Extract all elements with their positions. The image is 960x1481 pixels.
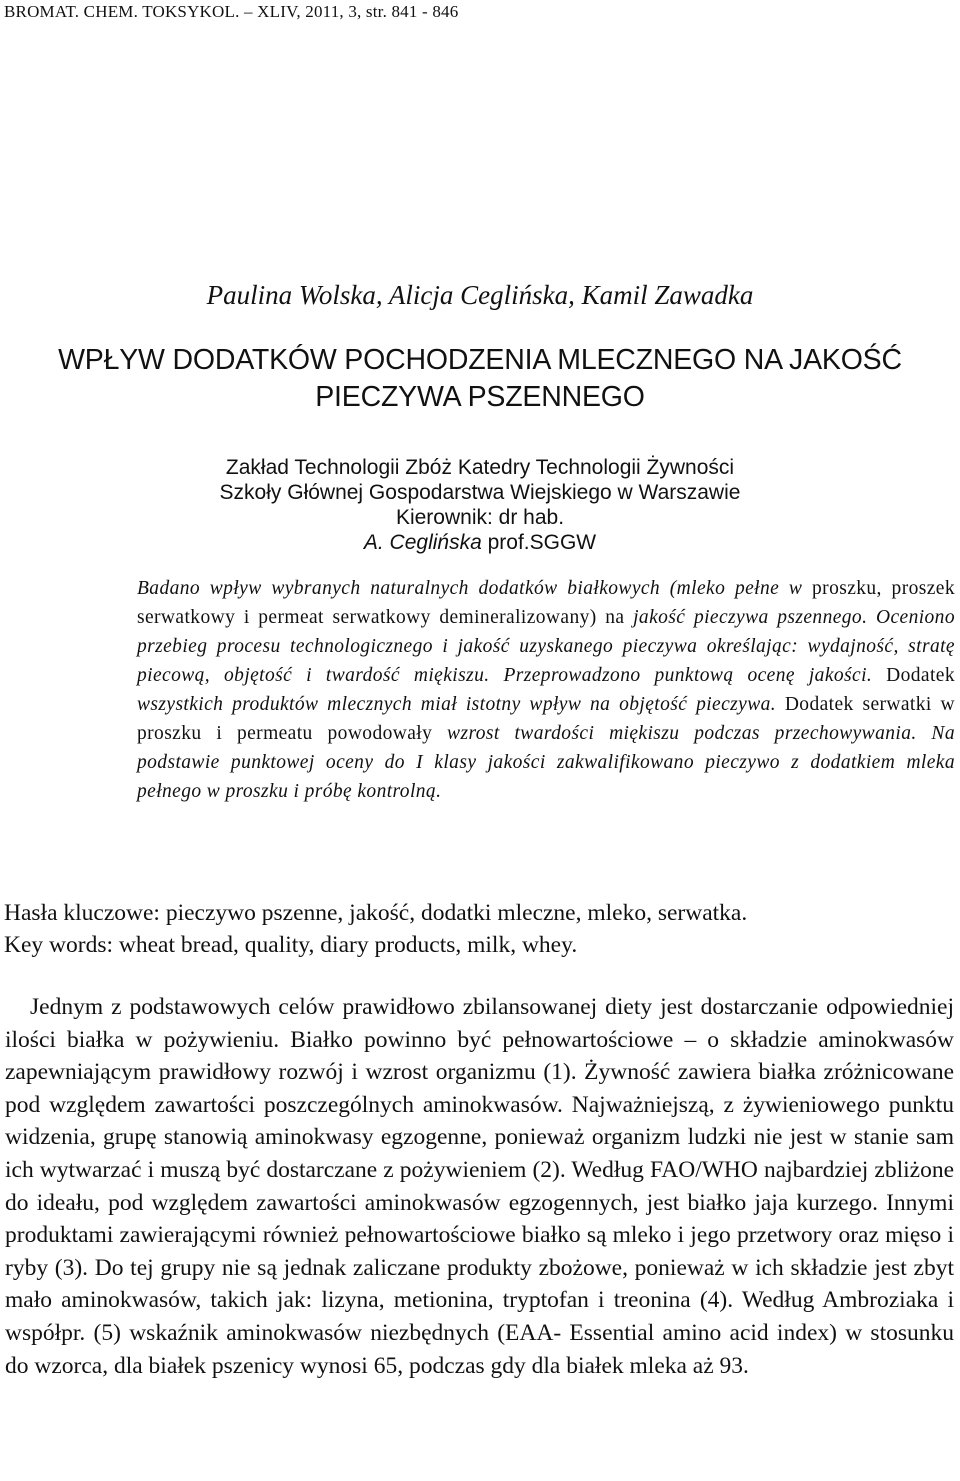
abstract-segment-1: Badano wpływ wybranych naturalnych dodatków białkowych (mleko pełne w [137,578,803,599]
abstract-segment-7: wzrost twardości miękiszu podczas przechowywania. Na podstawie punktowej oceny do I klasy jakości zakwalifikowano pieczywo z dodatkiem mleka pełnego w proszku i próbę kontrolną. [137,723,955,802]
abstract [137,574,955,806]
affiliation-line-1: Zakład Technologii Zbóż Katedry Technologii Żywności [225,456,735,479]
affiliation-line-2: Szkoły Głównej Gospodarstwa Wiejskiego w Warszawie [219,481,741,504]
keywords-polish: Hasła kluczowe: pieczywo pszenne, jakość, dodatki mleczne, mleko, serwatka. [4,900,748,926]
abstract-segment-6: Dodatek serwatki w proszku i permeatu powodowały [137,694,955,744]
abstract-segment-4: Dodatek [872,665,956,686]
keywords-english: Key words: wheat bread, quality, diary products, milk, whey. [4,932,578,958]
affiliation [0,455,960,555]
abstract-segment-3: jakość pieczywa pszennego. Oceniono przebieg procesu technologicznego i jakość uzyskanego pieczywa określając: wydajność, stratę piecową, objętość i twardość miękiszu. Przeprowadzono punktową ocenę jakości. [137,607,955,686]
supervisor-suffix: prof.SGGW [481,531,597,554]
supervisor-prefix: Kierownik: dr hab. [395,506,565,529]
abstract-segment-5: wszystkich produktów mlecznych miał istotny wpływ na objętość pieczywa. [137,694,777,715]
abstract-segment-2: proszku, proszek serwatkowy i permeat serwatkowy demineralizowany) na [137,578,955,628]
journal-header: BROMAT. CHEM. TOKSYKOL. – XLIV, 2011, 3, str. 841 - 846 [4,2,459,21]
authors: Paulina Wolska, Alicja Ceglińska, Kamil Zawadka [206,280,754,310]
keywords [4,897,954,961]
affiliation-line-3 [0,505,960,555]
body-paragraph: Jednym z podstawowych celów prawidłowo zbilansowanej diety jest dostarczanie odpowiedniej ilości białka w pożywieniu. Białko powinno być pełnowartościowe – o składzie aminokwasów zapewniającym prawidłowy rozwój i wzrost organizmu (1). Żywność zawiera białka zróżnicowane pod względem zawartości poszczególnych aminokwasów. Najważniejszą, z żywieniowego punktu widzenia, grupę stanowią aminokwasy egzogenne, ponieważ organizm ludzki nie jest w stanie sam ich wytwarzać i muszą być dostarczane z pożywieniem (2). Według FAO/WHO najbardziej zbliżone do ideału, pod względem zawartości aminokwasów egzogennych, jest białko jaja kurzego. Innymi produktami zawierającymi również pełnowartościowe białko są mleko i jego przetwory oraz mięso i ryby (3). Do tej grupy nie są jednak zaliczane produkty zbożowe, ponieważ w ich składzie jest zbyt mało aminokwasów, takich jak: lizyna, metionina, tryptofan i treonina (4). Według Ambroziaka i współpr. (5) wskaźnik aminokwasów niezbędnych (EAA- Essential amino acid index) w stosunku do wzorca, dla białek pszenicy wynosi 65, podczas gdy dla białek mleka aż 93. [5,994,954,1379]
supervisor-name: A. Ceglińska [363,531,482,554]
title-line-2: PIECZYWA PSZENNEGO [315,381,645,413]
title-line-1: WPŁYW DODATKÓW POCHODZENIA MLECZNEGO NA JAKOŚĆ [58,344,902,376]
article-title [0,342,960,416]
